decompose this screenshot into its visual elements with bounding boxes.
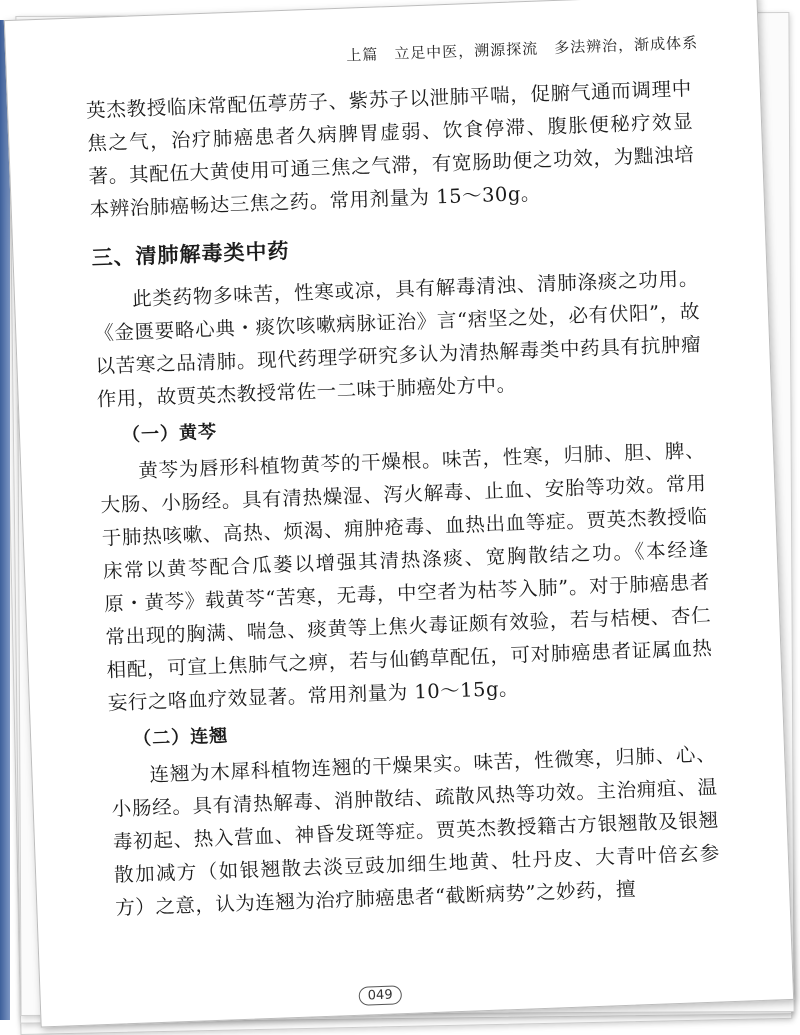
subsection-heading-huangqin: （一）黄芩 — [121, 421, 218, 447]
paragraph-intro: 此类药物多味苦，性寒或凉，具有解毒清浊、清肺涤痰之功用。《金匮要略心典・痰饮咳嗽病脉证治》言“痞坚之处，必有伏阳”，故以苦寒之品清肺。现代药理学研究多认为清热解毒类中药具有抗肿瘤作用，故贾英杰教授常佐一二味于肺癌处方中。 — [93, 266, 702, 411]
page-number: 049 — [358, 985, 401, 1006]
paragraph-lianqiao: 连翘为木犀科植物连翘的干燥果实。味苦，性微寒，归肺、心、小肠经。具有清热解毒、消肿散结、疏散风热等功效。主治痈疽、温毒初起、热入营血、神昏发斑等症。贾英杰教授籍古方银翘散及银翘散加减方（如银翘散去淡豆豉加细生地黄、牡丹皮、大青叶倍玄参方）之意，认为连翘为治疗肺癌患者“截断病势”之妙药，擅 — [111, 742, 721, 920]
paragraph-continued: 英杰教授临床常配伍葶苈子、紫苏子以泄肺平喘，促腑气通而调理中焦之气，治疗肺癌患者久病脾胃虚弱、饮食停滞、腹胀便秘疗效显著。其配伍大黄使用可通三焦之气滞，有宽肠助便之功效，为黜浊培本辨治肺癌畅达三焦之药。常用剂量为 15～30g。 — [85, 76, 695, 222]
subsection-heading-lianqiao: （二）连翘 — [132, 725, 229, 750]
page-body — [86, 72, 722, 925]
paragraph-huangqin: 黄芩为唇形科植物黄芩的干燥根。味苦，性寒，归肺、胆、脾、大肠、小肠经。具有清热燥湿、泻火解毒、止血、安胎等功效。常用于肺热咳嗽、高热、烦渴、痈肿疮毒、血热出血等症。贾英杰教授临床常以黄芩配合瓜蒌以增强其清热涤痰、宽胸散结之功。《本经逢原・黄芩》载黄芩“苦寒，无毒，中空者为枯芩入肺”。对于肺癌患者常出现的胸满、喘急、痰黄等上焦火毒证颇有效验，若与桔梗、杏仁相配，可宣上焦肺气之痹，若与仙鹤草配伍，可对肺癌患者证属血热妄行之咯血疗效显著。常用剂量为 10～15g。 — [100, 438, 713, 715]
section-heading: 三、清肺解毒类中药 — [91, 238, 290, 271]
running-head: 上篇 立足中医，溯源探流 多法辨治，渐成体系 — [345, 33, 699, 65]
book-page — [4, 0, 794, 1027]
